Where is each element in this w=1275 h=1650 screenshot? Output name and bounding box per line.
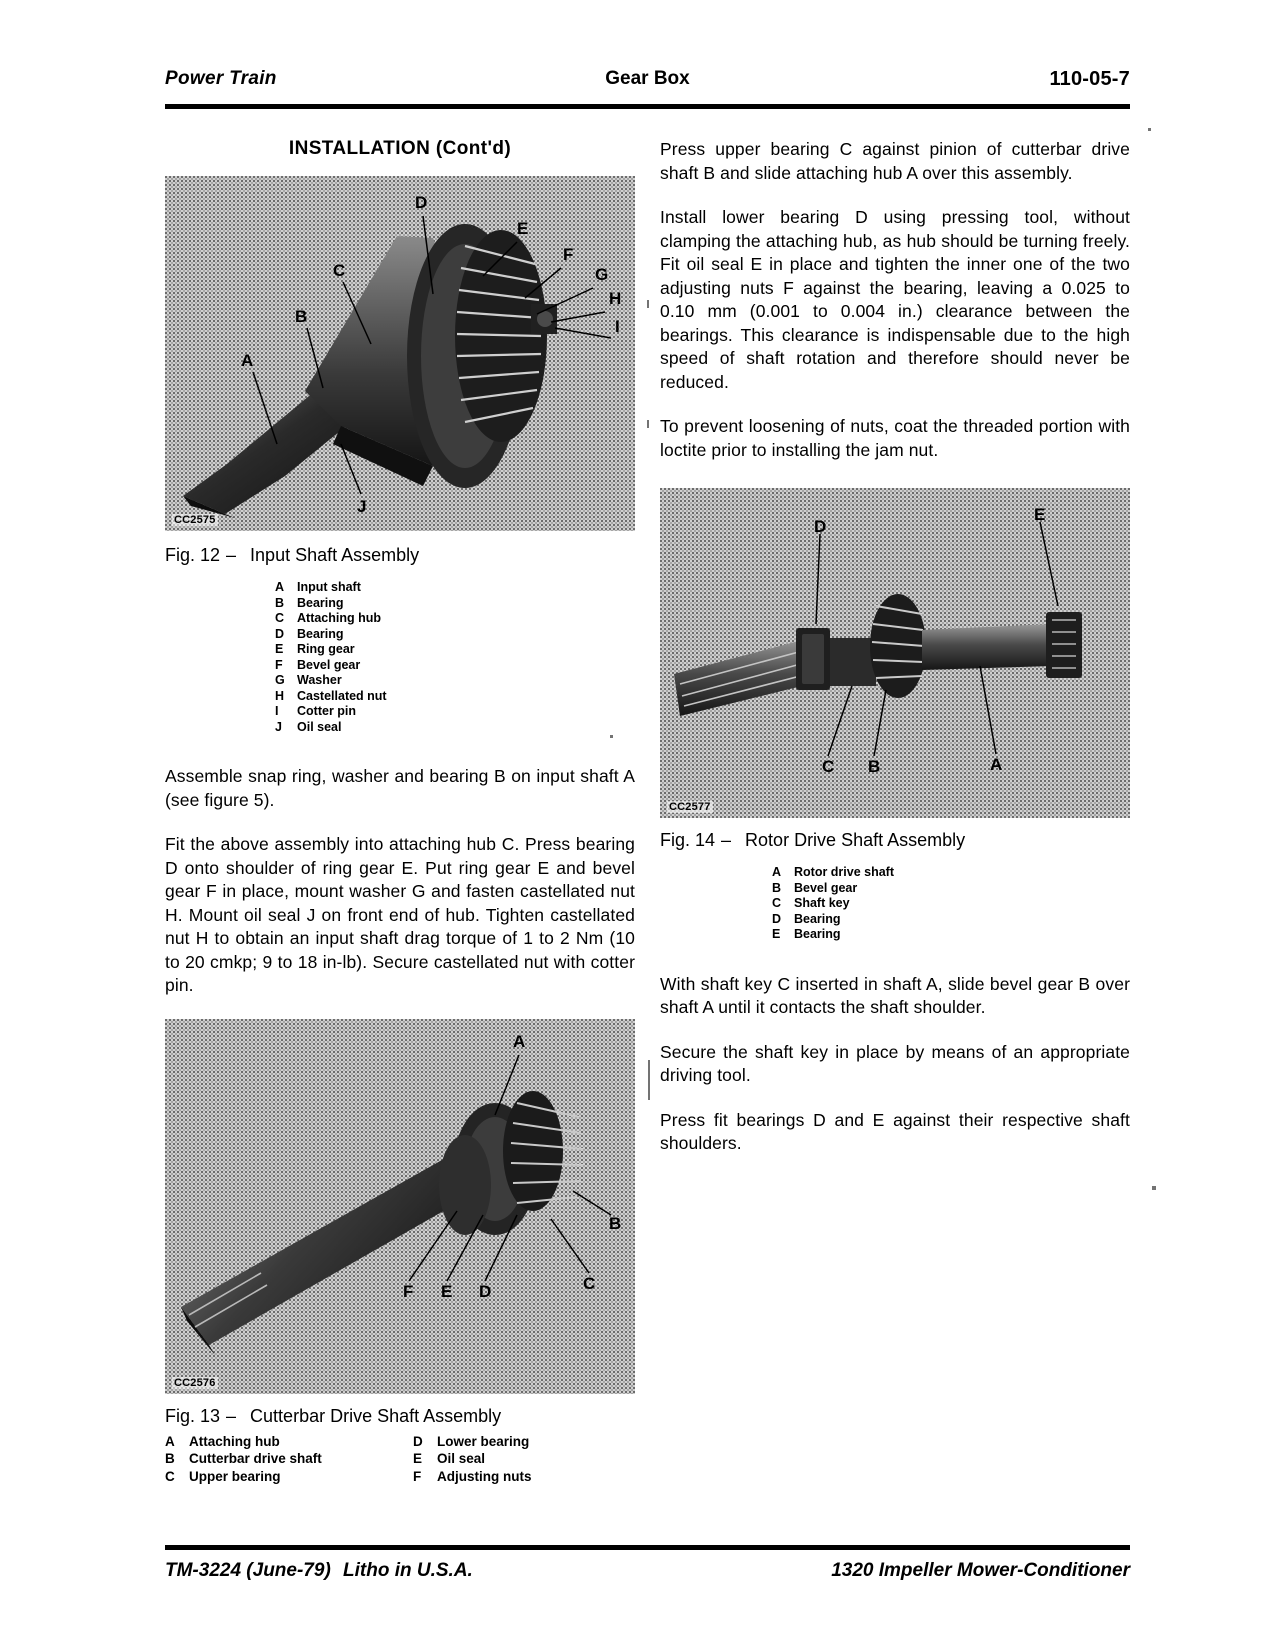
legend-value: Washer (297, 673, 342, 687)
legend-key: H (275, 688, 285, 703)
legend-key: A (165, 1433, 175, 1449)
legend-key: E (275, 642, 284, 656)
figure-12-callout-f: F (563, 245, 574, 264)
figure-13-callout-f: F (403, 1281, 414, 1301)
right-column (660, 138, 1130, 1156)
figure-12-photo-code: CC2575 (174, 514, 216, 526)
figure-12-legend (275, 580, 635, 735)
figure-12-callout-e: E (517, 219, 529, 238)
right-paragraph-4: With shaft key C inserted in shaft A, slide bevel gear B over shaft A until it contacts the shaft shoulder. (660, 973, 1130, 1017)
figure-14-caption-label: Fig. 14 (660, 830, 716, 850)
legend-key: A (275, 580, 285, 594)
figure-12-caption-dash: – (226, 545, 237, 565)
legend-key: C (275, 611, 285, 625)
legend-value: Oil seal (437, 1451, 486, 1466)
legend-value: Bevel gear (297, 657, 361, 672)
legend-key: D (772, 911, 782, 926)
legend-item (165, 1468, 413, 1486)
legend-key: B (275, 595, 285, 610)
figure-12-callout-h: H (609, 289, 622, 308)
figure-13-legend-col-2 (413, 1433, 635, 1486)
figure-13-legend-col-1 (165, 1433, 413, 1486)
legend-value: Oil seal (297, 719, 342, 734)
legend-item (165, 1433, 413, 1451)
legend-item (275, 596, 635, 612)
legend-key: G (275, 673, 285, 687)
right-paragraph-5: Secure the shaft key in place by means of an appropriate driving tool. (660, 1041, 1130, 1085)
legend-value: Cotter pin (297, 704, 357, 718)
legend-key: D (413, 1433, 423, 1449)
figure-12-callout-g: G (595, 265, 609, 284)
scan-speck (647, 420, 649, 428)
figure-12-caption-label: Fig. 12 (165, 545, 221, 565)
legend-key: E (772, 927, 781, 941)
figure-13-caption-dash: – (226, 1405, 237, 1426)
legend-item (275, 689, 635, 705)
legend-value: Lower bearing (437, 1433, 530, 1449)
page-footer (165, 1560, 1130, 1590)
litho-note: Litho in U.S.A. (343, 1560, 473, 1581)
legend-value: Attaching hub (189, 1433, 280, 1449)
legend-value: Upper bearing (189, 1468, 281, 1484)
legend-value: Adjusting nuts (437, 1468, 532, 1484)
legend-value: Castellated nut (297, 688, 387, 703)
figure-13-caption-label: Fig. 13 (165, 1405, 221, 1426)
legend-item (772, 927, 1130, 943)
left-paragraph-2: Fit the above assembly into attaching hub C. Press bearing D onto shoulder of ring gear E. Put ring gear E and bevel gear F in place, mount washer G and fasten castellated nut H. Mount oil seal J on front end of hub. Tighten castellated nut H to obtain an input shaft drag torque of 1 to 2 Nm (10 to 20 cmkp; 9 to 18 in-lb). Secure castellated nut with cotter pin. (165, 834, 635, 995)
legend-value: Input shaft (297, 580, 361, 594)
figure-13-caption-title: Cutterbar Drive Shaft Assembly (250, 1405, 502, 1426)
legend-key: I (275, 704, 279, 718)
header-section-label: Power Train (165, 68, 277, 89)
section-heading: INSTALLATION (Cont'd) (288, 138, 512, 159)
legend-item (772, 881, 1130, 897)
figure-12-callout-i: I (615, 317, 620, 336)
legend-value: Bearing (794, 911, 841, 926)
legend-key: F (413, 1468, 422, 1484)
figure-12-caption (165, 545, 635, 566)
legend-item (275, 627, 635, 643)
figure-13-callout-b: B (609, 1213, 622, 1233)
legend-key: J (275, 719, 282, 734)
figure-12-callout-b: B (295, 307, 308, 326)
scan-speck (647, 300, 649, 308)
right-paragraph-1: Press upper bearing C against pinion of cutterbar drive shaft B and slide attaching hub A over this assembly. (660, 139, 1130, 183)
manual-number: TM-3224 (June-79) (165, 1560, 331, 1581)
figure-14-leader-lines (660, 488, 1130, 818)
figure-14-callout-a: A (990, 755, 1003, 774)
header-title: Gear Box (605, 68, 690, 89)
figure-13-caption (165, 1406, 635, 1427)
right-paragraph-6: Press fit bearings D and E against their respective shaft shoulders. (660, 1109, 1130, 1153)
legend-key: C (772, 896, 782, 910)
legend-item (165, 1450, 413, 1468)
legend-item (275, 720, 635, 736)
figure-13-callout-e: E (441, 1281, 453, 1301)
footer-rule (165, 1545, 1130, 1550)
legend-item (772, 912, 1130, 928)
scan-speck (648, 1060, 650, 1100)
figure-13-photo-code: CC2576 (174, 1376, 216, 1389)
figure-14-legend (772, 865, 1130, 943)
figure-14-callout-c: C (822, 757, 835, 776)
figure-13-legend (165, 1433, 635, 1486)
legend-value: Cutterbar drive shaft (189, 1451, 322, 1466)
figure-14-photo (660, 488, 1130, 818)
legend-value: Bearing (297, 626, 344, 641)
header-rule (165, 104, 1130, 109)
scan-speck (1152, 1186, 1156, 1190)
page-header (165, 68, 1130, 98)
figure-13-leader-lines (165, 1019, 635, 1394)
legend-value: Shaft key (794, 896, 850, 910)
figure-12-photo (165, 176, 635, 531)
figure-14-caption-dash: – (721, 830, 732, 850)
legend-item (275, 704, 635, 720)
legend-value: Bearing (794, 927, 841, 941)
legend-value: Bevel gear (794, 880, 858, 895)
legend-key: A (772, 865, 782, 879)
figure-14-callout-b: B (868, 757, 881, 776)
figure-13-callout-a: A (513, 1031, 526, 1051)
figure-14-caption-title: Rotor Drive Shaft Assembly (745, 830, 966, 850)
legend-key: B (165, 1451, 175, 1466)
legend-item (772, 896, 1130, 912)
legend-item (275, 580, 635, 596)
legend-item (275, 642, 635, 658)
figure-12-callout-c: C (333, 261, 346, 280)
legend-key: B (772, 880, 782, 895)
figure-14-callout-e: E (1034, 505, 1046, 524)
right-paragraph-3: To prevent loosening of nuts, coat the threaded portion with loctite prior to installing the jam nut. (660, 416, 1130, 460)
figure-14-callout-d: D (814, 517, 827, 536)
legend-key: E (413, 1451, 423, 1466)
legend-value: Attaching hub (297, 611, 382, 625)
figure-12-callout-j: J (357, 497, 367, 516)
model-name: 1320 Impeller Mower-Conditioner (831, 1560, 1130, 1581)
figure-14-caption (660, 830, 1130, 851)
figure-12-callout-a: A (241, 351, 254, 370)
left-column (165, 138, 635, 1485)
legend-value: Ring gear (297, 642, 355, 656)
legend-key: C (165, 1468, 175, 1484)
figure-13-callout-c: C (583, 1273, 596, 1293)
legend-value: Bearing (297, 595, 344, 610)
left-paragraph-1: Assemble snap ring, washer and bearing B on input shaft A (see figure 5). (165, 766, 635, 810)
scan-speck (1148, 128, 1151, 131)
legend-key: F (275, 657, 283, 672)
legend-item (275, 658, 635, 674)
figure-13-callout-d: D (479, 1281, 492, 1301)
figure-13-photo (165, 1019, 635, 1394)
figure-12-caption-title: Input Shaft Assembly (250, 545, 420, 565)
legend-item (772, 865, 1130, 881)
legend-item (275, 673, 635, 689)
figure-12-callout-d: D (415, 193, 428, 212)
scan-speck (610, 735, 613, 738)
right-paragraph-2: Install lower bearing D using pressing tool, without clamping the attaching hub, as hub should be turning freely. Fit oil seal E in place and tighten the inner one of the two adjusting nuts F against the bearing, leaving a 0.025 to 0.10 mm (0.001 to 0.004 in.) clearance between the bearings. This clearance is indispensable due to the high speed of shaft rotation and therefore should never be reduced. (660, 207, 1130, 392)
legend-item (413, 1450, 635, 1468)
legend-item (413, 1468, 635, 1486)
legend-value: Rotor drive shaft (794, 865, 895, 879)
legend-item (413, 1433, 635, 1451)
legend-item (275, 611, 635, 627)
figure-12-leader-lines (165, 176, 635, 531)
legend-key: D (275, 626, 285, 641)
figure-14-photo-code: CC2577 (669, 801, 711, 813)
page-number: 110-05-7 (1049, 68, 1130, 90)
